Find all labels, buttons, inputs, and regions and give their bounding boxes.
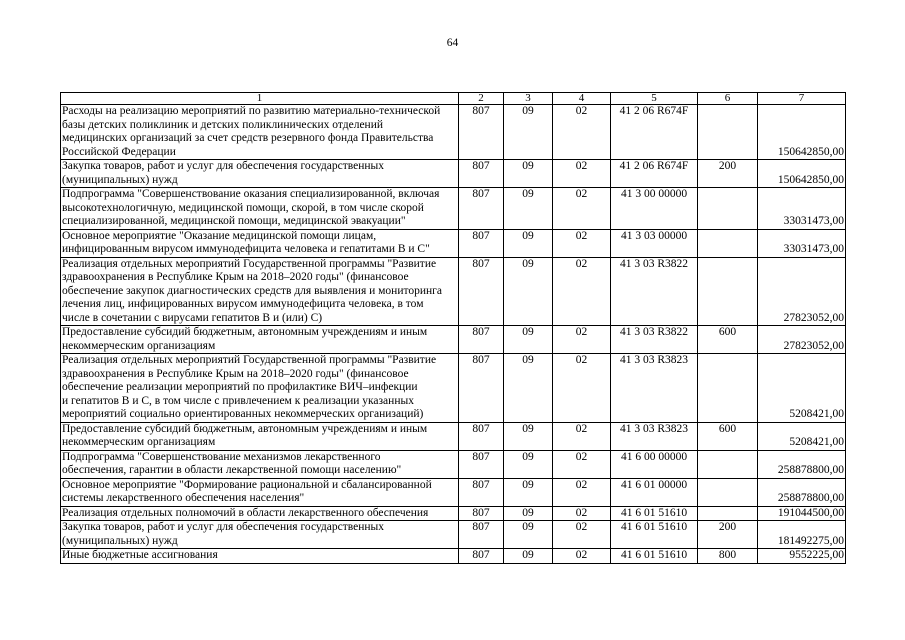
cell-col-6 [698,450,758,478]
header-cell-col-5: 5 [611,93,698,105]
cell-col-3: 09 [504,326,553,354]
cell-col-3: 09 [504,105,553,160]
cell-col-5: 41 3 03 R3822 [611,257,698,326]
table-row [61,422,846,450]
cell-col-4: 02 [553,422,611,450]
cell-col-5: 41 3 03 00000 [611,229,698,257]
cell-col-3: 09 [504,188,553,230]
table-row [61,229,846,257]
cell-col-2: 807 [459,188,504,230]
cell-description: Расходы на реализацию мероприятий по развитию материально-технической базы детских поликлиник и детских поликлинических отделений медицинских организаций за счет средств резервного фонда Правительства Российской Федерации [61,105,459,160]
cell-col-5: 41 6 01 51610 [611,549,698,564]
cell-amount: 5208421,00 [758,422,846,450]
cell-col-2: 807 [459,160,504,188]
cell-col-6: 600 [698,422,758,450]
cell-col-5: 41 2 06 R674F [611,160,698,188]
table-header-row [61,93,846,105]
cell-col-6 [698,188,758,230]
cell-col-2: 807 [459,549,504,564]
cell-col-5: 41 3 00 00000 [611,188,698,230]
cell-col-6 [698,478,758,506]
cell-col-3: 09 [504,422,553,450]
cell-col-4: 02 [553,478,611,506]
table-row [61,521,846,549]
cell-col-5: 41 6 01 00000 [611,478,698,506]
cell-description: Основное мероприятие "Формирование рациональной и сбалансированной системы лекарственного обеспечения населения" [61,478,459,506]
cell-amount: 258878800,00 [758,450,846,478]
cell-col-6: 200 [698,160,758,188]
header-cell-col-3: 3 [504,93,553,105]
cell-col-3: 09 [504,450,553,478]
table-row [61,326,846,354]
cell-amount: 33031473,00 [758,188,846,230]
cell-col-5: 41 6 00 00000 [611,450,698,478]
header-cell-col-1: 1 [61,93,459,105]
cell-col-6 [698,229,758,257]
page-number: 64 [446,37,459,49]
cell-amount: 9552225,00 [758,549,846,564]
table-row [61,257,846,326]
cell-col-3: 09 [504,521,553,549]
cell-col-4: 02 [553,450,611,478]
cell-col-4: 02 [553,229,611,257]
table-body [61,105,846,564]
cell-col-6 [698,105,758,160]
cell-col-2: 807 [459,521,504,549]
cell-col-6 [698,257,758,326]
cell-amount: 5208421,00 [758,354,846,423]
cell-col-6: 600 [698,326,758,354]
cell-description: Реализация отдельных мероприятий Государственной программы "Развитие здравоохранения в Республике Крым на 2018–2020 годы" (финансовое обеспечение закупок диагностических средств для выявления и мониторинга лечения лиц, инфицированных вирусом иммунодефицита человека, в том числе в сочетании с вирусами гепатитов B и (или) C) [61,257,459,326]
cell-col-4: 02 [553,506,611,521]
cell-col-3: 09 [504,549,553,564]
header-cell-col-4: 4 [553,93,611,105]
cell-amount: 258878800,00 [758,478,846,506]
cell-description: Подпрограмма "Совершенствование механизмов лекарственного обеспечения, гарантии в области лекарственной помощи населению" [61,450,459,478]
cell-col-2: 807 [459,354,504,423]
cell-col-4: 02 [553,105,611,160]
header-cell-col-6: 6 [698,93,758,105]
cell-col-2: 807 [459,478,504,506]
cell-col-6: 200 [698,521,758,549]
cell-col-2: 807 [459,229,504,257]
cell-description: Иные бюджетные ассигнования [61,549,459,564]
cell-col-4: 02 [553,160,611,188]
cell-col-6 [698,354,758,423]
cell-amount: 33031473,00 [758,229,846,257]
cell-col-4: 02 [553,549,611,564]
cell-description: Основное мероприятие "Оказание медицинской помощи лицам, инфицированным вирусом иммунодефицита человека и гепатитами B и C" [61,229,459,257]
cell-amount: 150642850,00 [758,160,846,188]
cell-col-2: 807 [459,506,504,521]
cell-col-5: 41 6 01 51610 [611,506,698,521]
cell-col-4: 02 [553,521,611,549]
cell-col-5: 41 3 03 R3822 [611,326,698,354]
cell-amount: 27823052,00 [758,257,846,326]
cell-col-4: 02 [553,257,611,326]
table-row [61,354,846,423]
cell-description: Закупка товаров, работ и услуг для обеспечения государственных (муниципальных) нужд [61,521,459,549]
cell-description: Реализация отдельных полномочий в области лекарственного обеспечения [61,506,459,521]
cell-amount: 181492275,00 [758,521,846,549]
cell-col-3: 09 [504,506,553,521]
table-row [61,450,846,478]
cell-col-3: 09 [504,257,553,326]
table-row [61,549,846,564]
cell-description: Подпрограмма "Совершенствование оказания специализированной, включая высокотехнологичную, медицинской помощи, скорой, в том числе скорой специализированной, медицинской помощи, медицинской эвакуации" [61,188,459,230]
cell-col-4: 02 [553,326,611,354]
cell-col-5: 41 6 01 51610 [611,521,698,549]
cell-amount: 150642850,00 [758,105,846,160]
cell-col-6 [698,506,758,521]
table-header [61,93,846,105]
cell-col-3: 09 [504,354,553,423]
header-cell-col-2: 2 [459,93,504,105]
cell-col-2: 807 [459,105,504,160]
cell-description: Предоставление субсидий бюджетным, автономным учреждениям и иным некоммерческим организациям [61,326,459,354]
table-row [61,478,846,506]
table-row [61,506,846,521]
header-cell-col-7: 7 [758,93,846,105]
table-row [61,160,846,188]
cell-col-3: 09 [504,160,553,188]
cell-col-3: 09 [504,478,553,506]
cell-description: Реализация отдельных мероприятий Государственной программы "Развитие здравоохранения в Республике Крым на 2018–2020 годы" (финансовое обеспечение реализации мероприятий по профилактике ВИЧ–инфекции и гепатитов B и C, в том числе с привлечением к реализации указанных мероприятий социально ориентированных некоммерческих организаций) [61,354,459,423]
cell-col-2: 807 [459,326,504,354]
cell-description: Закупка товаров, работ и услуг для обеспечения государственных (муниципальных) нужд [61,160,459,188]
cell-amount: 27823052,00 [758,326,846,354]
cell-description: Предоставление субсидий бюджетным, автономным учреждениям и иным некоммерческим организациям [61,422,459,450]
table-row [61,105,846,160]
table-row [61,188,846,230]
cell-col-4: 02 [553,188,611,230]
budget-table [60,92,846,564]
cell-col-2: 807 [459,257,504,326]
cell-col-5: 41 2 06 R674F [611,105,698,160]
cell-col-5: 41 3 03 R3823 [611,422,698,450]
cell-col-2: 807 [459,422,504,450]
cell-col-4: 02 [553,354,611,423]
cell-col-3: 09 [504,229,553,257]
cell-amount: 191044500,00 [758,506,846,521]
cell-col-2: 807 [459,450,504,478]
cell-col-5: 41 3 03 R3823 [611,354,698,423]
cell-col-6: 800 [698,549,758,564]
